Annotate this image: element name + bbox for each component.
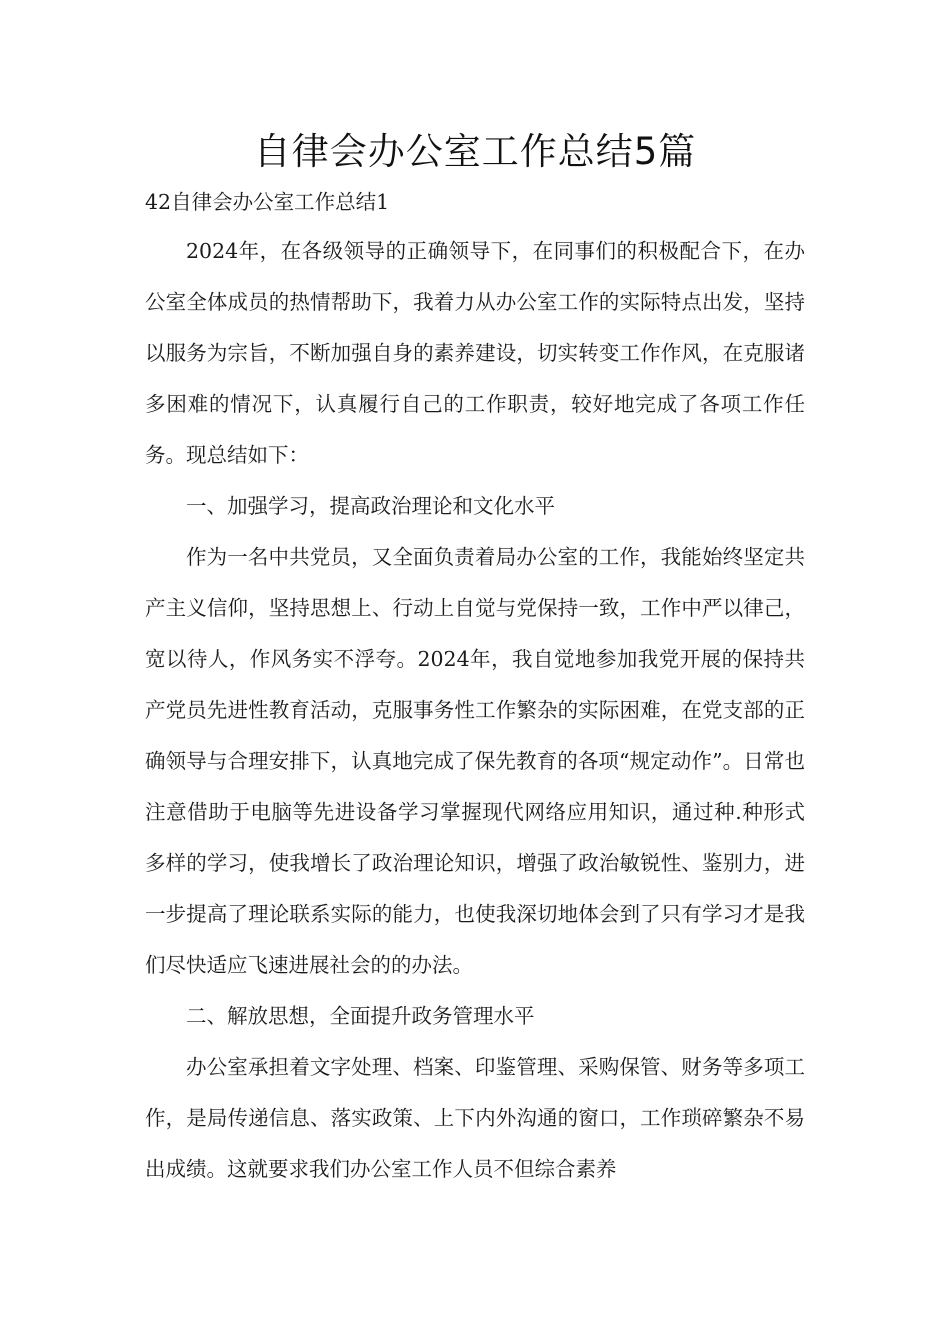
document-body — [145, 226, 805, 1195]
section-heading-1: 一、加强学习，提高政治理论和文化水平 — [186, 494, 555, 518]
intro-paragraph: 2024年，在各级领导的正确领导下，在同事们的积极配合下，在办公室全体成员的热情帮助下，我着力从办公室工作的实际特点出发，坚持以服务为宗旨，不断加强自身的素养建设，切实转变工作作风，在克服诸多困难的情况下，认真履行自己的工作职责，较好地完成了各项工作任务。现总结如下： — [145, 239, 805, 467]
document-title: 自律会办公室工作总结5篇 — [253, 130, 697, 173]
section-paragraph-1: 作为一名中共党员，又全面负责着局办公室的工作，我能始终坚定共产主义信仰，坚持思想上、行动上自觉与党保持一致，工作中严以律己，宽以待人，作风务实不浮夸。2024年，我自觉地参加我党开展的保持共产党员先进性教育活动，克服事务性工作繁杂的实际困难，在党支部的正确领导与合理安排下，认真地完成了保先教育的各项“规定动作”。日常也注意借助于电脑等先进设备学习掌握现代网络应用知识，通过种.种形式多样的学习，使我增长了政治理论知识，增强了政治敏锐性、鉴别力，进一步提高了理论联系实际的能力，也使我深切地体会到了只有学习才是我们尽快适应飞速进展社会的的办法。 — [145, 545, 805, 977]
section-heading-2: 二、解放思想，全面提升政务管理水平 — [186, 1004, 535, 1028]
document-subtitle: 42自律会办公室工作总结1 — [145, 190, 390, 214]
section-paragraph-2: 办公室承担着文字处理、档案、印鉴管理、采购保管、财务等多项工作，是局传递信息、落实政策、上下内外沟通的窗口，工作琐碎繁杂不易出成绩。这就要求我们办公室工作人员不但综合素养 — [145, 1055, 805, 1181]
